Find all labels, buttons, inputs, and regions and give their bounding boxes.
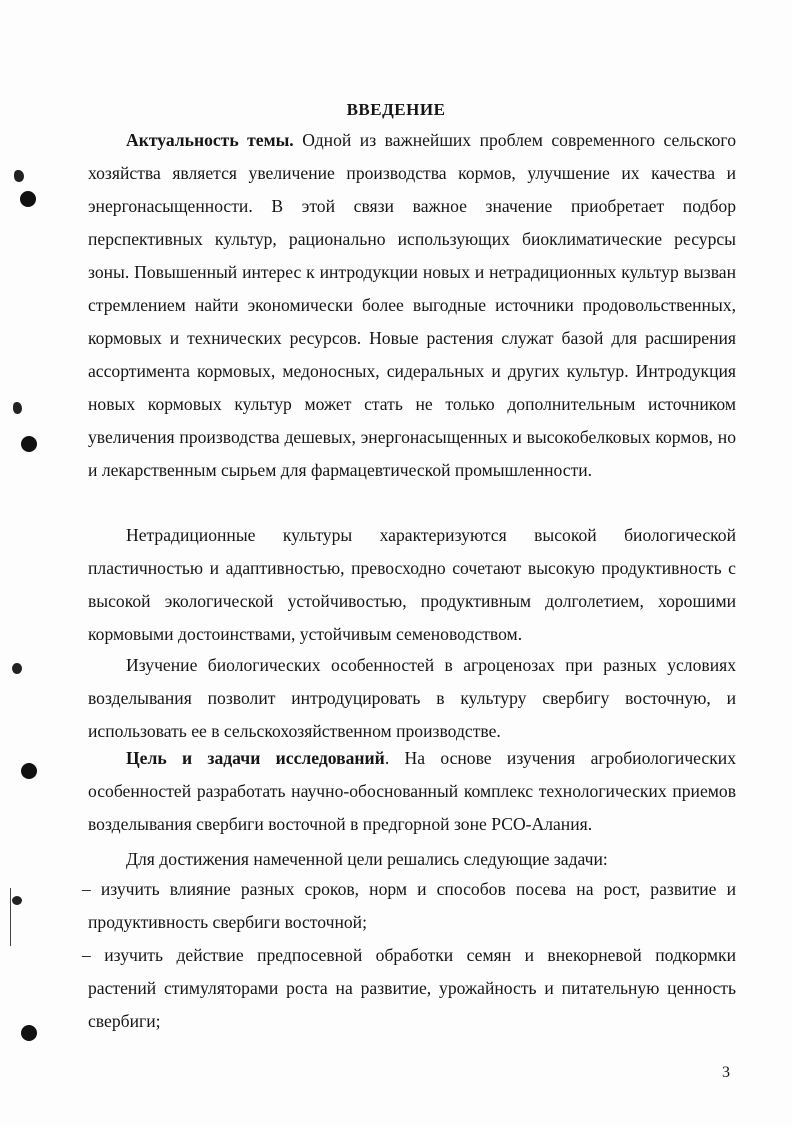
- paragraph-goal: [88, 742, 736, 841]
- study-text: Изучение биологических особенностей в агроценозах при разных условиях возделывания позволит интродуцировать в культуру свербигу восточную, и использовать ее в сельскохозяйственном производстве.: [88, 655, 736, 741]
- relevance-text: Одной из важнейших проблем современного сельского хозяйства является увеличение производства кормов, улучшение их качества и энергонасыщенности. В этой связи важное значение приобретает подбор перспективных культур, рационально использующих биоклиматические ресурсы зоны. Повышенный интерес к интродукции новых и нетрадиционных культур вызван стремлением найти экономически более выгодные источники продовольственных, кормовых и технических ресурсов. Новые растения служат базой для расширения ассортимента кормовых, медоносных, сидеральных и других культур. Интродукция новых кормовых культур может стать не только дополнительным источником увеличения производства дешевых, энергонасыщенных и высокобелковых кормов, но и лекарственным сырьем для фармацевтической промышленности.: [88, 130, 736, 480]
- list-item: – изучить влияние разных сроков, норм и способов посева на рост, развитие и продуктивность свербиги восточной;: [82, 879, 736, 932]
- paragraph-relevance: [88, 124, 736, 487]
- list-item: – изучить действие предпосевной обработки семян и внекорневой подкормки растений стимуляторами роста на развитие, урожайность и питательную ценность свербиги;: [82, 945, 736, 1031]
- punch-hole-3: [21, 763, 37, 779]
- tasks-intro-text: Для достижения намеченной цели решались следующие задачи:: [126, 849, 608, 869]
- goal-text: . На основе изучения агробиологических особенностей разработать научно-обоснованный комплекс технологических приемов возделывания свербиги восточной в предгорной зоне РСО-Алания.: [88, 748, 737, 834]
- nontraditional-text: Нетрадиционные культуры характеризуются высокой биологической пластичностью и адаптивностью, превосходно сочетают высокую продуктивность с высокой экологической устойчивостью, продуктивным долголетием, хорошими кормовыми достоинствами, устойчивым семеноводством.: [88, 525, 736, 644]
- task-list: [82, 873, 736, 1038]
- goal-lead: Цель и задачи исследований: [126, 748, 385, 768]
- margin-line: [10, 888, 11, 946]
- punch-hole-4: [21, 1025, 37, 1041]
- binding-mark-1: [14, 170, 24, 182]
- punch-hole-1: [20, 191, 36, 207]
- relevance-lead: Актуальность темы.: [126, 130, 294, 150]
- binding-mark-3: [12, 663, 22, 674]
- page-number: 3: [722, 1064, 730, 1081]
- punch-hole-2: [21, 436, 37, 452]
- binding-mark-4: [12, 896, 22, 905]
- paragraph-study: [88, 649, 736, 748]
- paragraph-nontraditional: [88, 519, 736, 651]
- page-title: ВВЕДЕНИЕ: [346, 100, 446, 119]
- binding-mark-2: [13, 402, 22, 414]
- paragraph-tasks-intro: [88, 843, 736, 876]
